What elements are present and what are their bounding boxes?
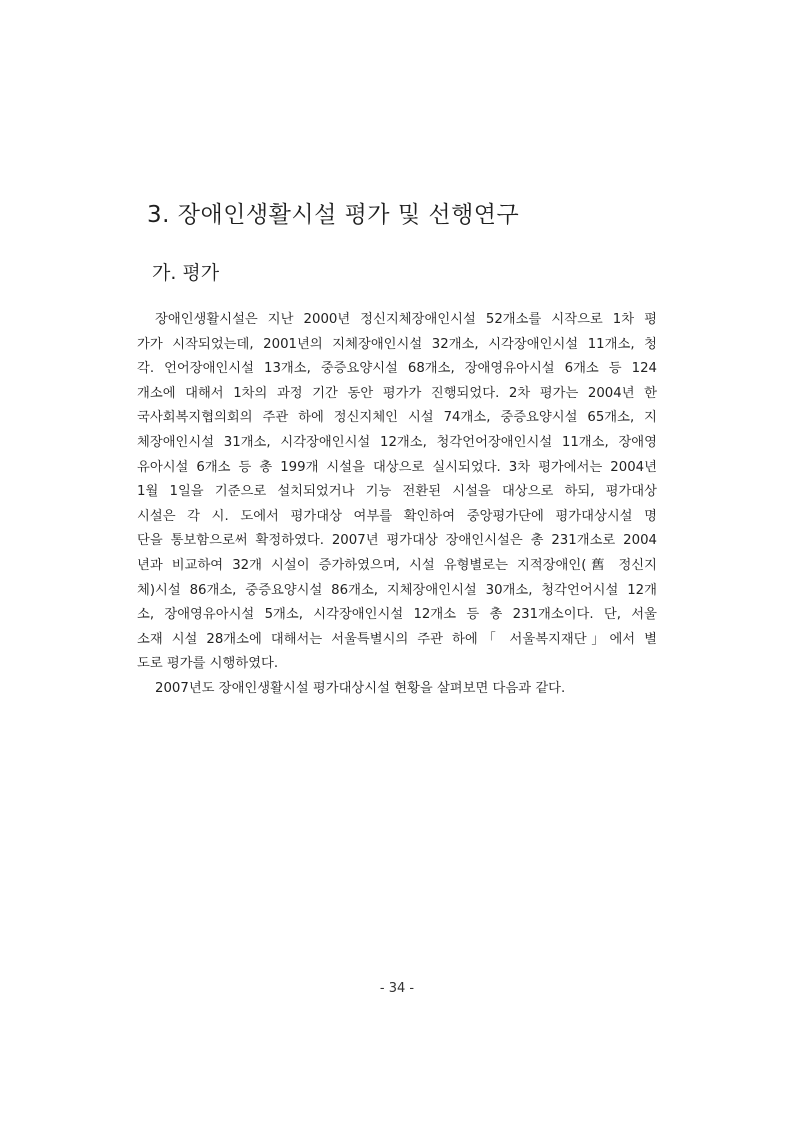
- paragraph-line: 단을 통보함으로써 확정하였다. 2007년 평가대상 장애인시설은 총 231개소로 2004: [137, 533, 657, 549]
- paragraph-line: 소재 시설 28개소에 대해서는 서울특별시의 주관 하에「 서울복지재단」에서 별: [137, 631, 657, 647]
- paragraph-line: 장애인생활시설은 지난 2000년 정신지체장애인시설 52개소를 시작으로 1차 평: [155, 312, 657, 327]
- paragraph-line: 체장애인시설 31개소, 시각장애인시설 12개소, 청각언어장애인시설 11개소, 장애영: [137, 434, 657, 450]
- paragraph-line: 각. 언어장애인시설 13개소, 중증요양시설 68개소, 장애영유아시설 6개소 등 124: [137, 361, 657, 377]
- paragraph-line: 2007년도 장애인생활시설 평가대상시설 현황을 살펴보면 다음과 같다.: [155, 680, 566, 696]
- paragraph-line: 시설은 각 시. 도에서 평가대상 여부를 확인하여 중앙평가단에 평가대상시설 명: [137, 508, 657, 524]
- paragraph-line: 가가 시작되었는데, 2001년의 지체장애인시설 32개소, 시각장애인시설 11개소, 청: [137, 336, 657, 352]
- paragraph-line: 체)시설 86개소, 중증요양시설 86개소, 지체장애인시설 30개소, 청각언어시설 12개: [137, 582, 657, 598]
- paragraph-line: 도로 평가를 시행하였다.: [137, 656, 279, 672]
- paragraph-line: 소, 장애영유아시설 5개소, 시각장애인시설 12개소 등 총 231개소이다. 단, 서울: [137, 607, 657, 623]
- body-text: [137, 308, 657, 702]
- page-number: - 34 -: [379, 981, 415, 996]
- paragraph-line: 개소에 대해서 1차의 과정 기간 동안 평가가 진행되었다. 2차 평가는 2004년 한: [137, 385, 657, 401]
- paragraph-line: 1월 1일을 기준으로 설치되었거나 기능 전환된 시설을 대상으로 하되, 평가대상: [137, 484, 657, 500]
- section-title: 3. 장애인생활시설 평가 및 선행연구: [147, 202, 520, 228]
- paragraph-line: 년과 비교하여 32개 시설이 증가하였으며, 시설 유형별로는 지적장애인(舊 정신지: [137, 557, 657, 573]
- paragraph-line: 유아시설 6개소 등 총 199개 시설을 대상으로 실시되었다. 3차 평가에서는 2004년: [137, 459, 657, 475]
- paragraph-line: 국사회복지협의회의 주관 하에 정신지체인 시설 74개소, 중증요양시설 65개소, 지: [137, 410, 657, 426]
- subsection-title: 가. 평가: [152, 262, 220, 284]
